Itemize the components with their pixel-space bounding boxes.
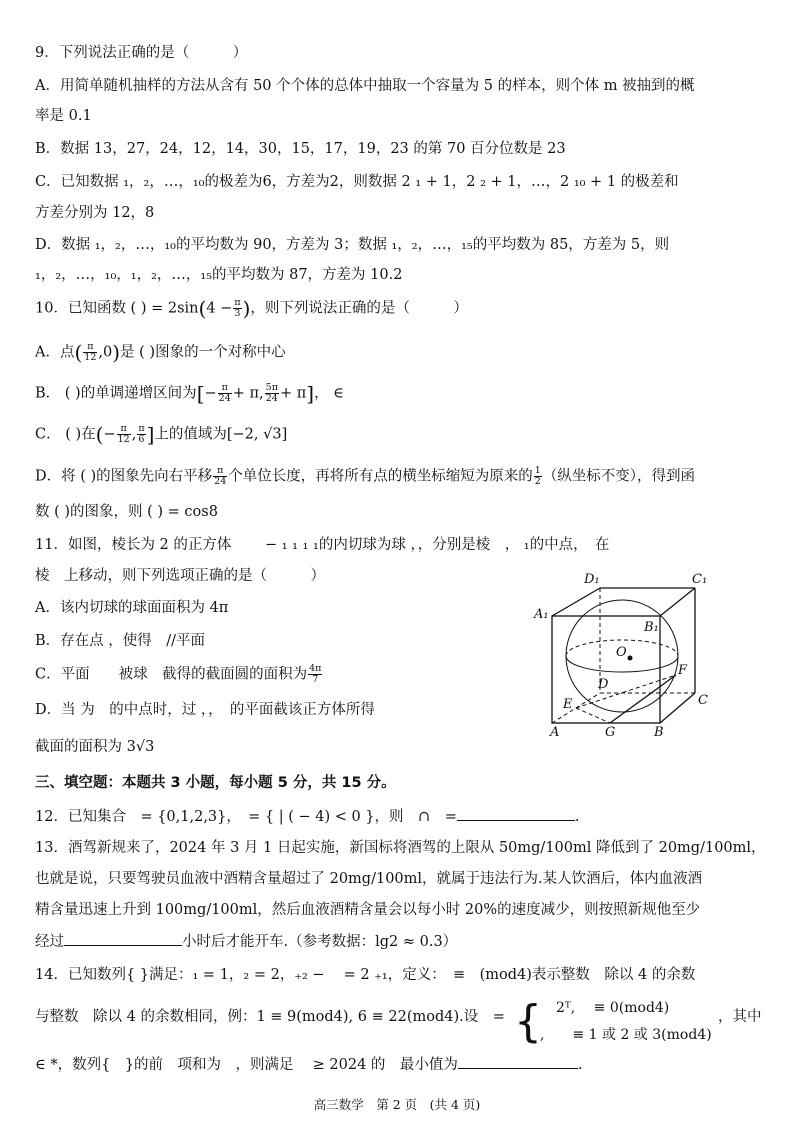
q9-option-a-line2: 率是 0.1 bbox=[35, 108, 92, 124]
q9-option-b: B．数据 13，27，24，12，14，30，15，17，19，23 的第 70 百分位数是 23 bbox=[35, 141, 566, 157]
label-b: B bbox=[654, 725, 664, 738]
cube-edge bbox=[552, 588, 600, 616]
fraction: $\frac{\pi}{24}$ bbox=[214, 465, 227, 487]
q10-stem: 10．已知函数 ( ) = 2sin(4 − $\frac{\pi}{3}$ )，则下列说法正确的是（ ） bbox=[35, 296, 468, 321]
label-d: D bbox=[598, 677, 609, 692]
q9-option-d-line2: ₁，₂，…，₁₀，₁，₂，…，₁₅的平均数为 87，方差为 10.2 bbox=[35, 267, 403, 283]
q11-option-a: A．该内切球的球面面积为 4π bbox=[35, 600, 229, 616]
cube-edge bbox=[660, 693, 695, 723]
q10-option-b: B． ( )的单调递增区间为[− $\frac{\pi}{24}$ + π, $\frac{5\pi}{24}$ + π]， ∈ bbox=[35, 381, 344, 406]
q11-option-d-line1: D．当 为 的中点时，过 ，， 的平面截该正方体所得 bbox=[35, 702, 375, 718]
label-o: O bbox=[616, 645, 627, 660]
q13-line4: 经过 小时后才能开车.（参考数据：lg2 ≈ 0.3） bbox=[35, 931, 457, 952]
label-e: E bbox=[563, 697, 573, 712]
fraction: $\frac{5\pi}{24}$ bbox=[265, 382, 278, 404]
q9-stem: 9．下列说法正确的是（ ） bbox=[35, 45, 248, 61]
q13-line3: 精含量迅速上升到 100mg/100ml，然后血液酒精含量会以每小时 20%的速度减少，则按照新规他至少 bbox=[35, 902, 701, 918]
q11-option-c: C．平面 被球 截得的截面圆的面积为 $\frac{4\pi}{7}$ bbox=[35, 663, 322, 685]
q11-stem-line1: 11．如图，棱长为 2 的正方体 − ₁ ₁ ₁ ₁的内切球为球 ，，分别是棱 ， ₁的中点， 在 bbox=[35, 537, 610, 553]
q14-line2-tail: ，其中 bbox=[718, 1009, 762, 1025]
page-footer: 高三数学 第 2 页 (共 4 页) bbox=[313, 1097, 481, 1112]
label-b1: B₁ bbox=[644, 620, 659, 635]
piecewise-case-2: , ≡ 1 或 2 或 3(mod4) bbox=[540, 1027, 712, 1043]
fraction: $\frac{4\pi}{7}$ bbox=[309, 663, 322, 685]
fraction: $\frac{\pi}{12}$ bbox=[117, 423, 130, 445]
q9-option-a-line1: A．用简单随机抽样的方法从含有 50 个个体的总体中抽取一个容量为 5 的样本，则个体 m 被抽到的概 bbox=[35, 78, 695, 94]
q14-line3: ∈ *，数列{ }的前 项和为 ，则满足 ≥ 2024 的 最小值为 . bbox=[35, 1054, 583, 1075]
q10-option-d-line2: 数 ( )的图象，则 ( ) = cos8 bbox=[35, 504, 218, 520]
q9-option-c-line2: 方差分别为 12，8 bbox=[35, 205, 155, 221]
segment-ef bbox=[576, 675, 676, 708]
q11-option-b: B．存在点 ，使得 //平面 bbox=[35, 633, 206, 649]
q11-stem-line2: 棱 上移动，则下列选项正确的是（ ） bbox=[35, 568, 325, 584]
piecewise-brace: { bbox=[514, 996, 542, 1047]
q12: 12．已知集合 = {0,1,2,3}， = { | ( − 4) < 0 }，则 ∩ = . bbox=[35, 806, 579, 827]
answer-blank bbox=[457, 806, 575, 821]
section-heading: 三、填空题：本题共 3 小题，每小题 5 分，共 15 分。 bbox=[35, 775, 396, 791]
segment-eg bbox=[576, 708, 610, 723]
fraction: $\frac{\pi}{6}$ bbox=[138, 423, 145, 445]
cube-edge bbox=[660, 588, 695, 616]
q10-option-d-line1: D．将 ( )的图象先向右平移 $\frac{\pi}{24}$ 个单位长度，再将所有点的横坐标缩短为原来的 $\frac{1}{2}$ （纵坐标不变），得到函 bbox=[35, 465, 696, 487]
label-f: F bbox=[678, 663, 688, 678]
q10-option-c: C． ( )在(− $\frac{\pi}{12}$ , $\frac{\pi}{6}$ ]上的值域为[−2, √3] bbox=[35, 422, 288, 447]
label-c: C bbox=[698, 693, 708, 708]
fraction: $\frac{\pi}{3}$ bbox=[234, 297, 241, 319]
label-a1: A₁ bbox=[534, 607, 549, 622]
answer-blank bbox=[458, 1054, 578, 1069]
answer-blank bbox=[64, 931, 182, 946]
q9-option-d-line1: D．数据 ₁，₂，…，₁₀的平均数为 90，方差为 3；数据 ₁，₂，…，₁₅的平均数为 85，方差为 5，则 bbox=[35, 237, 670, 253]
q13-line1: 13．酒驾新规来了，2024 年 3 月 1 日起实施，新国标将酒驾的上限从 50mg/100ml 降低到了 20mg/100ml， bbox=[35, 840, 766, 856]
label-d1: D₁ bbox=[584, 572, 600, 587]
fraction: $\frac{\pi}{24}$ bbox=[218, 382, 231, 404]
label-g: G bbox=[605, 725, 616, 738]
q14-line1: 14．已知数列{ }满足：₁ = 1，₂ = 2，₊₂ − = 2 ₊₁，定义： ≡ (mod4)表示整数 除以 4 的余数 bbox=[35, 967, 696, 983]
fraction: $\frac{1}{2}$ bbox=[534, 465, 541, 487]
q9-option-c-line1: C．已知数据 ₁，₂，…，₁₀的极差为6，方差为2，则数据 2 ₁ + 1，2 ₂ + 1，…，2 ₁₀ + 1 的极差和 bbox=[35, 174, 679, 190]
q10-option-a: A．点( $\frac{\pi}{12}$ ,0)是 ( )图象的一个对称中心 bbox=[35, 340, 286, 365]
segment-fg bbox=[610, 675, 676, 723]
label-c1: C₁ bbox=[692, 572, 708, 587]
label-a: A bbox=[550, 725, 560, 738]
q13-line2: 也就是说，只要驾驶员血液中酒精含量超过了 20mg/100ml，就属于违法行为.某人饮酒后，体内血液酒 bbox=[35, 871, 703, 887]
q14-line2: 与整数 除以 4 的余数相同，例：1 ≡ 9(mod4), 6 ≡ 22(mod4).设 = bbox=[35, 1009, 505, 1025]
cube-diagram bbox=[530, 568, 720, 738]
fraction: $\frac{\pi}{12}$ bbox=[84, 341, 97, 363]
q11-option-d-line2: 截面的面积为 3√3 bbox=[35, 739, 155, 755]
piecewise-case-1: 2ᵀ, ≡ 0(mod4) bbox=[556, 1000, 670, 1016]
sphere-center-dot bbox=[628, 656, 633, 661]
